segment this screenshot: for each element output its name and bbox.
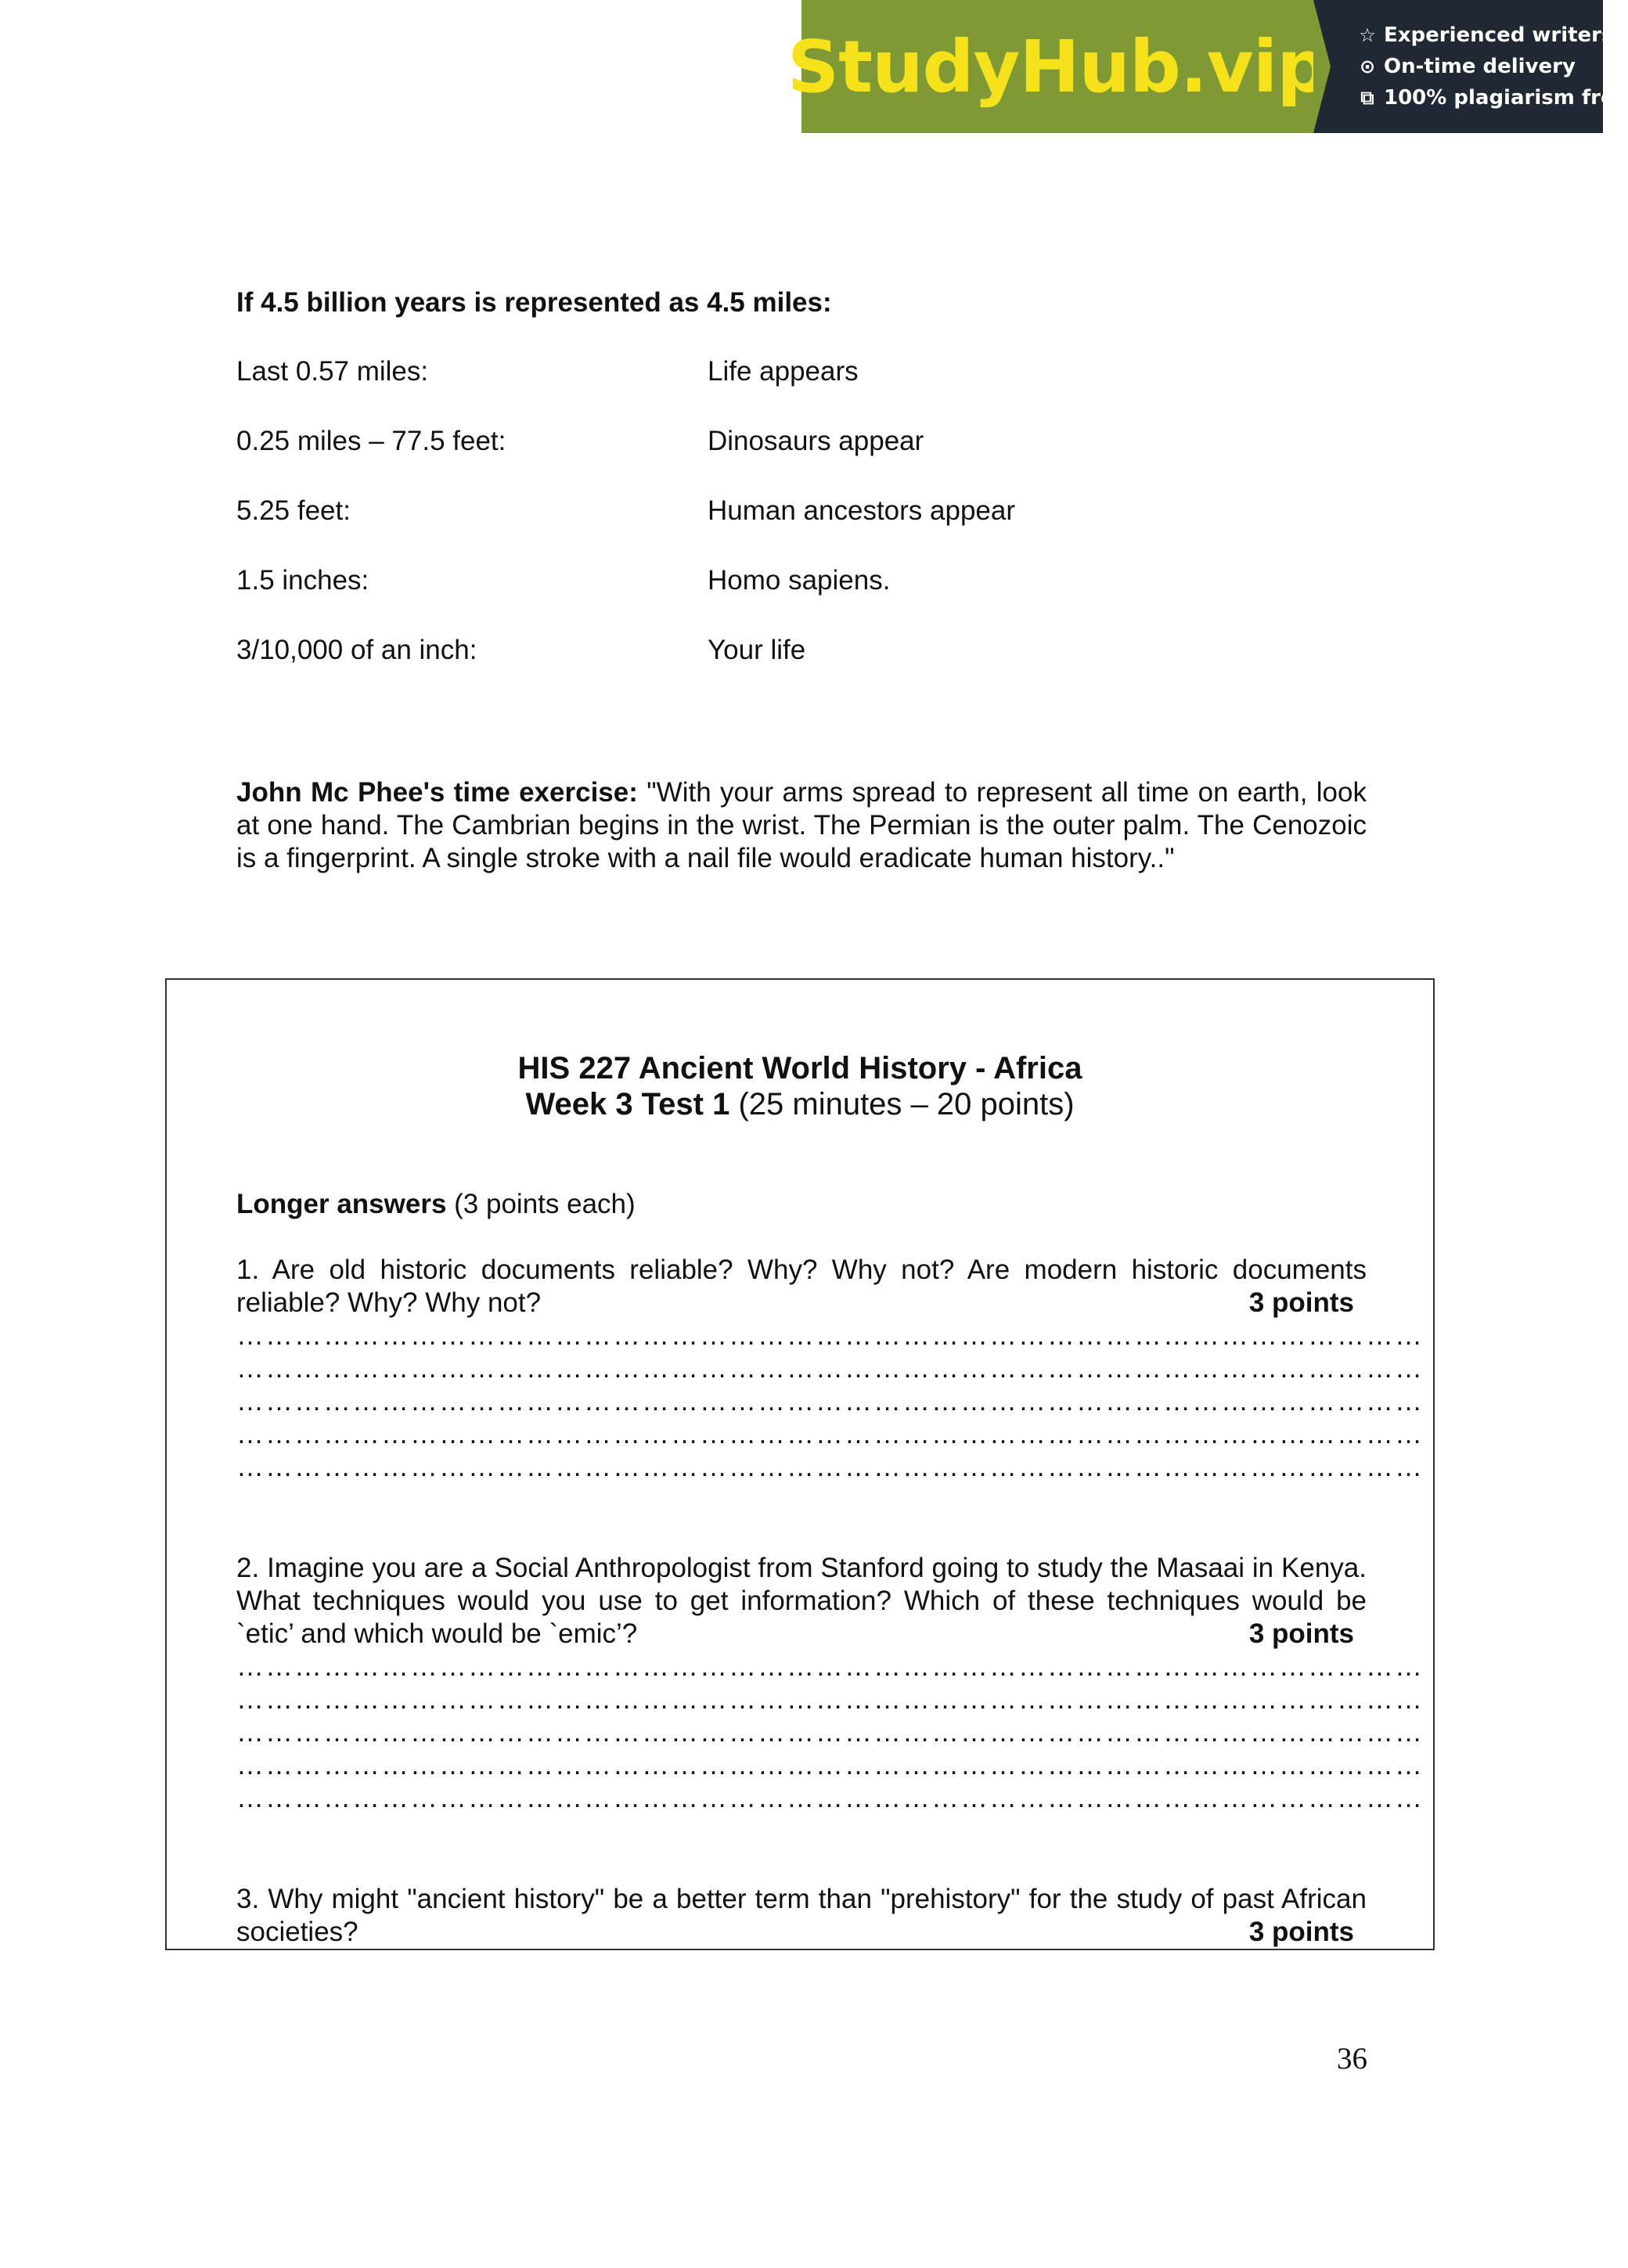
clock-icon: ⊙: [1359, 56, 1376, 77]
timeline-event: Your life: [708, 635, 806, 665]
section-heading-bold: Longer answers: [236, 1189, 447, 1219]
timeline-distance: 0.25 miles – 77.5 feet:: [236, 426, 506, 456]
studyhub-banner[interactable]: [787, 0, 1628, 133]
feature-label: 100% plagiarism free: [1384, 86, 1628, 110]
quote-text: "With your arms spread to represent all time on earth, look at one hand. The Cambrian begins in the wrist. The Permian is the outer palm. The Cenozoic is a fingerprint. A single stroke with a nail file would eradicate human history..": [236, 777, 1367, 873]
page-number: 36: [1337, 2042, 1367, 2075]
answer-line[interactable]: ……………………………………………………………………………………………………………: [236, 1353, 1424, 1384]
question-2-points: 3 points: [1248, 1618, 1354, 1649]
brand-logo[interactable]: [787, 0, 1328, 133]
feature-label: Experienced writers: [1384, 23, 1614, 47]
feature-on-time-delivery: [1357, 55, 1628, 78]
timeline-event: Life appears: [708, 356, 859, 387]
answer-line[interactable]: ……………………………………………………………………………………………………………: [236, 1750, 1424, 1780]
answer-line[interactable]: ……………………………………………………………………………………………………………: [236, 1386, 1424, 1417]
question-1-points: 3 points: [1248, 1287, 1354, 1318]
answer-line[interactable]: ……………………………………………………………………………………………………………: [236, 1452, 1424, 1482]
feature-list: [1313, 0, 1628, 133]
timeline-distance: 3/10,000 of an inch:: [236, 635, 477, 665]
answer-line[interactable]: ……………………………………………………………………………………………………………: [236, 1783, 1424, 1813]
section-heading-rest: (3 points each): [446, 1189, 636, 1219]
feature-label: On-time delivery: [1384, 55, 1576, 78]
timeline-event: Homo sapiens.: [708, 565, 891, 596]
timeline-heading: If 4.5 billion years is represented as 4.5 miles:: [236, 287, 832, 318]
question-2: 2. Imagine you are a Social Anthropologist from Stanford going to study the Masaai in Kenya. What techniques would you use to get information? Which of these techniques would be `etic’ and which would be `emic’?: [236, 1553, 1367, 1649]
test-title: HIS 227 Ancient World History - Africa: [517, 1051, 1082, 1085]
feature-plagiarism-free: [1357, 86, 1628, 110]
quote-lead: John Mc Phee's time exercise:: [236, 777, 638, 808]
timeline-distance: 5.25 feet:: [236, 495, 351, 526]
test-subtitle: [167, 1086, 1433, 1122]
timeline-event: Dinosaurs appear: [708, 426, 924, 456]
question-3-points: 3 points: [1248, 1917, 1354, 1947]
answer-line[interactable]: ……………………………………………………………………………………………………………: [236, 1651, 1424, 1682]
timeline-event: Human ancestors appear: [708, 495, 1015, 526]
answer-line[interactable]: ……………………………………………………………………………………………………………: [236, 1717, 1424, 1748]
test-subtitle-bold: Week 3 Test 1: [525, 1087, 730, 1121]
question-3: 3. Why might "ancient history" be a better term than "prehistory" for the study of past African societies?: [236, 1884, 1367, 1947]
section-heading: [236, 1188, 1367, 1221]
test-subtitle-rest: (25 minutes – 20 points): [729, 1087, 1075, 1121]
timeline-distance: Last 0.57 miles:: [236, 356, 429, 387]
answer-line[interactable]: ……………………………………………………………………………………………………………: [236, 1419, 1424, 1449]
test-box: [165, 978, 1435, 1950]
star-icon: ☆: [1359, 24, 1376, 46]
feature-experienced-writers: [1357, 23, 1628, 47]
copy-icon: ⧉: [1360, 87, 1374, 109]
answer-line[interactable]: ……………………………………………………………………………………………………………: [236, 1684, 1424, 1715]
brand-name: StudyHub.vip: [787, 24, 1328, 109]
answer-line[interactable]: ……………………………………………………………………………………………………………: [236, 1320, 1424, 1351]
mcphee-quote: [236, 776, 1367, 875]
timeline-distance: 1.5 inches:: [236, 565, 369, 596]
question-1: 1. Are old historic documents reliable? Why? Why not? Are modern historic documents reliable? Why? Why not?: [236, 1255, 1367, 1318]
